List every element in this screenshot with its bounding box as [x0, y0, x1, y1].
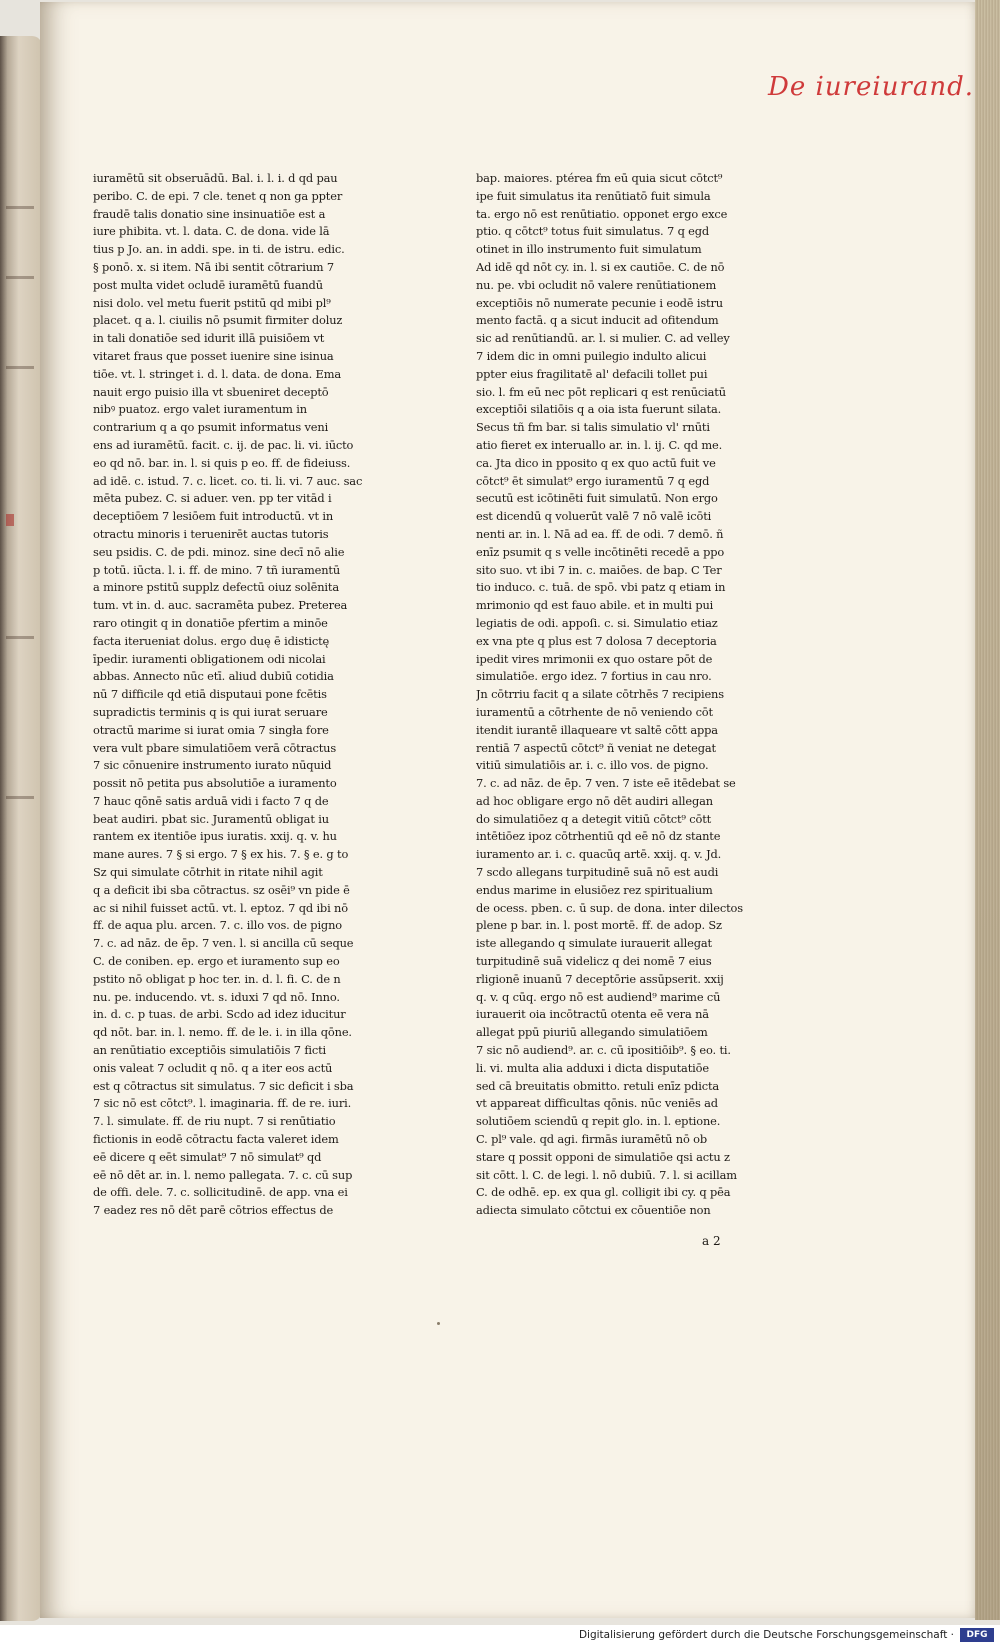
footer-bar	[0, 1625, 1000, 1645]
text-line: solutiōem sciendū q repit glo. in. l. eptione.	[476, 1114, 721, 1129]
text-line: simulatiōe. ergo idez. 7 fortius in cau nro.	[476, 669, 712, 684]
text-line: mane aures. 7 § si ergo. 7 § ex his. 7. § e. g to	[93, 847, 349, 862]
text-line: an renūtiatio exceptiōis simulatiōis 7 ficti	[93, 1043, 327, 1058]
text-line: C. pl⁹ vale. qd agi. firmās iuramētū nō ob	[476, 1132, 708, 1147]
text-line: itendit iurantē illaqueare vt saltē cōtt appa	[476, 722, 718, 737]
text-line: stare q possit opponi de simulatiōe qsi actu z	[476, 1149, 730, 1164]
text-line: sic ad renūtiandū. ar. l. si mulier. C. ad velley	[476, 331, 730, 346]
text-line: ad idē. c. istud. 7. c. licet. co. ti. li. vi. 7 auc. sac	[93, 473, 363, 488]
text-line: vt appareat difficultas qōnis. nūc veniēs ad	[476, 1096, 718, 1111]
text-line: secutū est icōtinēti fuit simulatū. Non ergo	[476, 491, 718, 506]
text-line: Ad idē qd nōt cy. in. l. si ex cautiōe. C. de nō	[476, 259, 725, 274]
text-line: nenti ar. in. l. Nā ad ea. ff. de odi. 7 demō. ñ	[476, 526, 724, 541]
text-line: nibꝰ puatoz. ergo valet iuramentum in	[93, 402, 307, 417]
text-line: possit nō petita pus absolutiōe a iuramento	[93, 776, 337, 791]
text-line: eē dicere q eēt simulat⁹ 7 nō simulat⁹ qd	[93, 1149, 322, 1164]
text-line: 7 eadez res nō dēt parē cōtrios effectus de	[93, 1203, 334, 1218]
text-line: iuramentū a cōtrhente de nō veniendo cōt	[476, 704, 713, 719]
paper-speck	[437, 1322, 440, 1325]
text-line: ex vna pte q plus est 7 dolosa 7 deceptoria	[476, 633, 717, 648]
bleed-through-line	[6, 366, 34, 369]
text-line: tius p Jo. an. in addi. spe. in ti. de istru. edic.	[93, 242, 345, 257]
text-line: q a deficit ibi sba cōtractus. sz osēi⁹ vn pide ē	[93, 882, 350, 897]
text-line: ff. de aqua plu. arcen. 7. c. illo vos. de pigno	[93, 918, 342, 933]
text-line: § ponō. x. si item. Nā ibi sentit cōtrarium 7	[93, 259, 334, 274]
text-line: q. v. q cūq. ergo nō est audiend⁹ marime cū	[476, 989, 721, 1004]
bleed-through-line	[6, 276, 34, 279]
text-line: nū 7 difficile qd etiā disputaui pone fcētis	[93, 687, 327, 702]
text-column-left	[93, 170, 383, 1220]
text-line: otractu minoris i teruenirēt auctas tutoris	[93, 526, 329, 541]
text-line: mrimonio qd est fauo abile. et in multi pui	[476, 598, 714, 613]
text-line: īpedir. iuramenti obligationem odi nicolai	[93, 651, 326, 666]
text-line: Jn cōtrriu facit q a silate cōtrhēs 7 recipiens	[476, 687, 724, 702]
text-line: turpitudinē suā videlicz q dei nomē 7 eius	[476, 954, 712, 969]
text-line: ta. ergo nō est renūtiatio. opponet ergo exce	[476, 206, 728, 221]
text-line: endus marime in elusiōez rez spiritualium	[476, 882, 713, 897]
text-line: rligionē inuanū 7 deceptōrie assūpserit. xxij	[476, 971, 724, 986]
text-line: cōtct⁹ ēt simulat⁹ ergo iuramentū 7 q egd	[476, 473, 710, 488]
text-line: iuramētū sit obseruādū. Bal. i. l. i. d qd pau	[93, 171, 338, 185]
text-line: ipedit vires mrimonii ex quo ostare pōt de	[476, 651, 713, 666]
bleed-through-line	[6, 636, 34, 639]
text-line: exceptiōis nō numerate pecunie i eodē istru	[476, 295, 723, 310]
bleed-through-line	[6, 796, 34, 799]
text-line: mēta pubez. C. si aduer. ven. pp ter vitād i	[93, 491, 332, 506]
text-line: eē nō dēt ar. in. l. nemo pallegata. 7. c. cū sup	[93, 1167, 353, 1182]
text-line: tio induco. c. tuā. de spō. vbi patz q etiam in	[476, 580, 726, 595]
text-line: otractū marime si iurat omia 7 singła fore	[93, 722, 329, 737]
bleed-through-rubric	[6, 514, 14, 526]
text-line: sit cōtt. l. C. de legi. l. nō dubiū. 7. l. si acillam	[476, 1167, 737, 1182]
text-line: de offi. dele. 7. c. sollicitudinē. de app. vna ei	[93, 1185, 348, 1200]
text-line: exceptiōi silatiōis q a oia ista fuerunt silata.	[476, 402, 722, 417]
text-column-right	[476, 170, 766, 1220]
text-line: Sz qui simulate cōtrhit in ritate nihil agit	[93, 865, 323, 880]
text-line: p totū. iūcta. l. i. ff. de mino. 7 tñ iuramentū	[93, 562, 341, 577]
book-page-edges	[975, 0, 1000, 1620]
text-line: onis valeat 7 ocludit q nō. q a iter eos actū	[93, 1060, 333, 1075]
text-line: allegat ppū piuriū allegando simulatiōem	[476, 1025, 708, 1040]
text-line: placet. q a. l. ciuilis nō psumit firmiter doluz	[93, 313, 343, 328]
text-line: ppter eius fragilitatē al' defacili tollet pui	[476, 366, 708, 381]
text-line: intētiōez ipoz cōtrhentiū qd eē nō dz stante	[476, 829, 721, 844]
text-line: nauit ergo puisio illa vt sbueniret deceptō	[93, 384, 329, 399]
text-line: 7 hauc qōnē satis arduā vidi i facto 7 q de	[93, 793, 329, 808]
facing-page-edge	[0, 36, 42, 1621]
text-line: 7. l. simulate. ff. de riu nupt. 7 si renūtiatio	[93, 1114, 336, 1129]
text-line: ac si nihil fuisset actū. vt. l. eptoz. 7 qd ibi nō	[93, 900, 348, 915]
text-line: enīz psumit q s velle incōtinēti recedē a ppo	[476, 544, 725, 559]
text-line: rantem ex itentiōe ipus iuratis. xxij. q. v. hu	[93, 829, 337, 844]
text-line: post multa videt ocludē iuramētū fuandū	[93, 277, 323, 292]
text-line: vera vult pbare simulatiōem verā cōtractus	[93, 740, 337, 755]
text-line: do simulatiōez q a detegit vitiū cōtct⁹ cōtt	[476, 811, 712, 826]
text-line: 7 idem dic in omni puilegio indulto alicui	[476, 348, 707, 363]
text-line: adiecta simulato cōtctui ex cōuentiōe non	[476, 1203, 711, 1218]
text-line: fictionis in eodē cōtractu facta valeret idem	[93, 1132, 339, 1147]
text-line: ens ad iuramētū. facit. c. ij. de pac. li. vi. iūcto	[93, 437, 354, 452]
text-line: facta iterueniat dolus. ergo duę ē idistictę	[93, 633, 330, 648]
signature-mark: a 2	[702, 1234, 721, 1248]
text-line: peribo. C. de epi. 7 cle. tenet q non ga ppter	[93, 188, 343, 203]
text-line: sio. l. fm eū nec pōt replicari q est renūciatū	[476, 384, 726, 399]
text-line: plene p bar. in. l. post mortē. ff. de adop. Sz	[476, 918, 722, 933]
text-line: ca. Jta dico in pposito q ex quo actū fuit ve	[476, 455, 716, 470]
bleed-through-line	[6, 206, 34, 209]
text-line: C. de odhē. ep. ex qua gl. colligit ibi cy. q pēa	[476, 1185, 731, 1200]
text-line: rentiā 7 aspectū cōtct⁹ ñ veniat ne detegat	[476, 740, 716, 755]
text-line: 7. c. ad nāz. de ēp. 7 ven. l. si ancilla cū seque	[93, 936, 354, 951]
text-line: supradictis terminis q is qui iurat seruare	[93, 704, 328, 719]
text-line: iure phibita. vt. l. data. C. de dona. vide lā	[93, 224, 330, 239]
text-line: nu. pe. vbi ocludit nō valere renūtiationem	[476, 277, 717, 292]
text-line: iste allegando q simulate iurauerit allegat	[476, 936, 712, 951]
text-line: Secus tñ fm bar. si talis simulatio vl' rnūti	[476, 420, 710, 435]
dfg-logo: DFG	[960, 1628, 994, 1642]
text-line: fraudē talis donatio sine insinuatiōe est a	[93, 206, 326, 221]
footer-credit: Digitalisierung gefördert durch die Deutsche Forschungsgemeinschaft ·	[578, 1629, 954, 1641]
text-line: vitaret fraus que posset iuenire sine isinua	[93, 348, 334, 363]
text-line: pstito nō obligat p hoc ter. in. d. l. fi. C. de n	[93, 971, 341, 986]
text-line: bap. maiores. ptérea fm eū quia sicut cōtct⁹	[476, 171, 723, 185]
text-line: li. vi. multa alia adduxi i dicta disputatiōe	[476, 1060, 709, 1075]
text-line: sito suo. vt ibi 7 in. c. maiōes. de bap. C Ter	[476, 562, 722, 577]
text-line: est q cōtractus sit simulatus. 7 sic deficit i sba	[93, 1078, 354, 1093]
text-line: abbas. Annecto nūc etī. aliud dubiū cotidia	[93, 669, 334, 684]
text-line: ad hoc obligare ergo nō dēt audiri allegan	[476, 793, 713, 808]
text-line: C. de coniben. ep. ergo et iuramento sup eo	[93, 954, 340, 969]
text-line: qd nōt. bar. in. l. nemo. ff. de le. i. in illa qōne.	[93, 1025, 352, 1040]
text-line: 7 scdo allegans turpitudinē suā nō est audi	[476, 865, 719, 880]
text-line: ptio. q cōtct⁹ totus fuit simulatus. 7 q egd	[476, 224, 710, 239]
text-line: eo qd nō. bar. in. l. si quis p eo. ff. de fideiuss.	[93, 455, 351, 470]
text-line: mento factā. q a sicut inducit ad ofitendum	[476, 313, 719, 328]
text-line: a minore pstitū supplz defectū oiuz solēnita	[93, 580, 339, 595]
text-line: atio fieret ex interuallo ar. in. l. ij. C. qd me.	[476, 437, 723, 452]
text-line: est dicendū q voluerūt valē 7 nō valē icōti	[476, 509, 712, 524]
text-line: 7 sic cōnuenire instrumento iurato nūquid	[93, 758, 332, 773]
text-line: legiatis de odi. appoſi. c. si. Simulatio etiaz	[476, 615, 718, 630]
text-line: in. d. c. p tuas. de arbi. Scdo ad idez iducitur	[93, 1007, 346, 1022]
text-line: ipe fuit simulatus ita renūtiatō fuit simula	[476, 188, 711, 203]
text-line: 7. c. ad nāz. de ēp. 7 ven. 7 iste eē itēdebat se	[476, 776, 736, 791]
text-line: deceptiōem 7 lesiōem fuit introductū. vt in	[93, 509, 334, 524]
text-line: nisi dolo. vel metu fuerit pstitū qd mibi pl⁹	[93, 295, 331, 310]
text-line: iuramento ar. i. c. quacūq artē. xxij. q. v. Jd.	[476, 847, 722, 862]
text-line: beat audiri. pbat sic. Juramentū obligat iu	[93, 811, 329, 826]
text-line: sed cā breuitatis obmitto. retuli enīz pdicta	[476, 1078, 720, 1093]
text-line: nu. pe. inducendo. vt. s. iduxi 7 qd nō. Inno.	[93, 989, 340, 1004]
text-line: in tali donatiōe sed idurit illā puisiōem vt	[93, 331, 325, 346]
text-line: iurauerit oia incōtractū otenta eē vera nā	[476, 1007, 709, 1022]
text-line: raro otingit q in donatiōe pfertim a minōe	[93, 615, 328, 630]
text-line: otinet in illo instrumento fuit simulatum	[476, 242, 702, 257]
text-line: contrarium q a qo psumit informatus veni	[93, 420, 329, 435]
text-line: de ocess. pben. c. ū sup. de dona. inter dilectos	[476, 900, 743, 915]
text-line: 7 sic nō audiend⁹. ar. c. cū ipositiōib⁹. § eo. ti.	[476, 1043, 731, 1058]
text-line: 7 sic nō est cōtct⁹. l. imaginaria. ff. de re. iuri.	[93, 1096, 352, 1111]
text-line: tum. vt in. d. auc. sacramēta pubez. Preterea	[93, 598, 348, 613]
running-head: De iureiurand.	[768, 72, 975, 102]
text-line: tiōe. vt. l. stringet i. d. l. data. de dona. Ema	[93, 366, 341, 381]
text-line: vitiū simulatiōis ar. i. c. illo vos. de pigno.	[476, 758, 709, 773]
text-line: seu psidis. C. de pdi. minoz. sine decī nō alie	[93, 544, 345, 559]
